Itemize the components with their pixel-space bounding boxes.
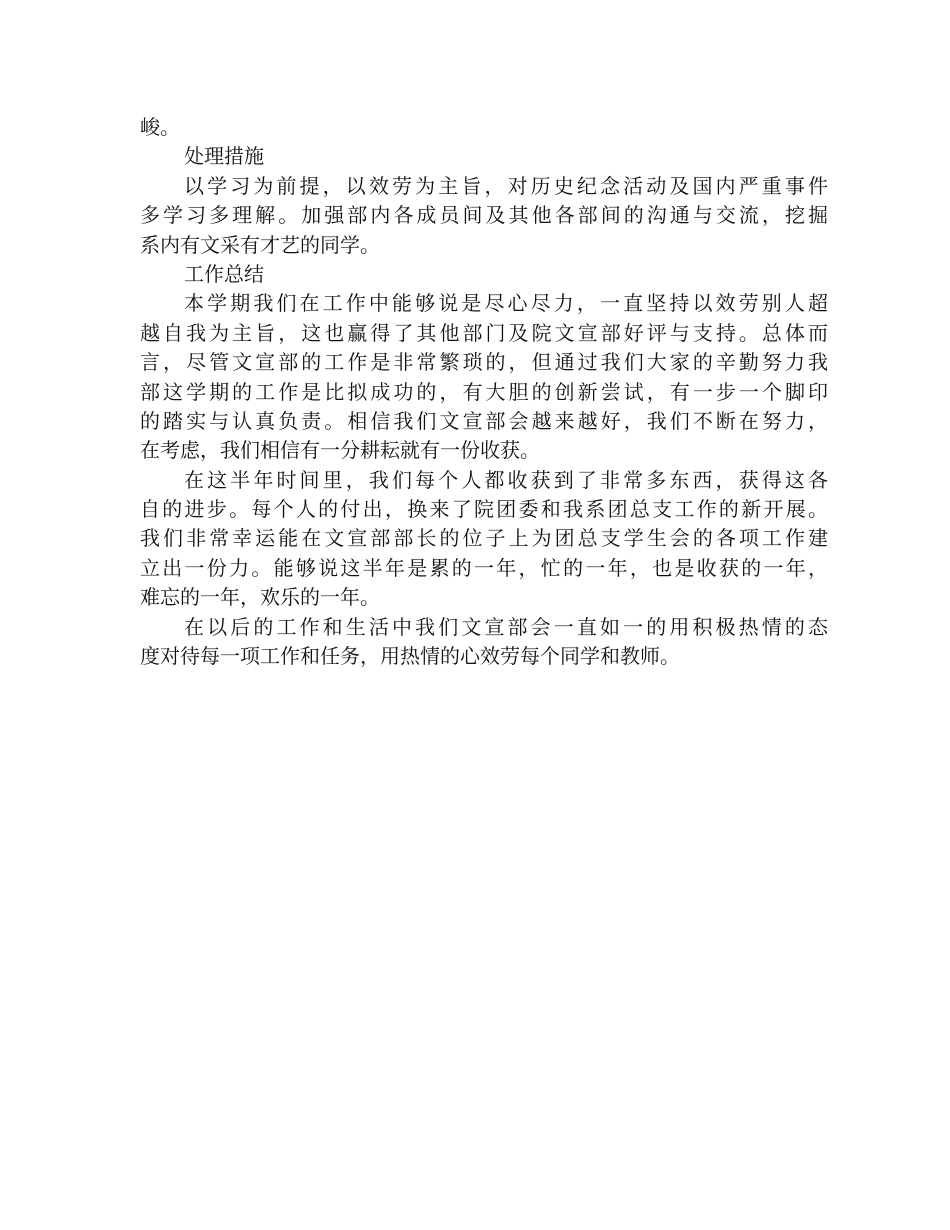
paragraph-line: 立出一份力。能够说这半年是累的一年，忙的一年，也是收获的一年， <box>140 555 828 580</box>
paragraph-line: 在考虑，我们相信有一分耕耘就有一份收获。 <box>140 438 540 463</box>
paragraph-line: 难忘的一年，欢乐的一年。 <box>140 585 380 610</box>
section-heading-measures: 处理措施 <box>184 144 264 169</box>
paragraph-line: 多学习多理解。加强部内各成员间及其他各部间的沟通与交流，挖掘 <box>140 203 828 228</box>
text-line-continuation: 峻。 <box>140 115 180 139</box>
paragraph-line: 在以后的工作和生活中我们文宣部会一直如一的用积极热情的态 <box>184 614 828 639</box>
paragraph-line: 以学习为前提，以效劳为主旨，对历史纪念活动及国内严重事件 <box>184 173 828 198</box>
document-body <box>140 113 828 671</box>
paragraph-line: 我们非常幸运能在文宣部部长的位子上为团总支学生会的各项工作建 <box>140 526 828 551</box>
paragraph-line: 系内有文采有才艺的同学。 <box>140 232 380 257</box>
paragraph-line: 部这学期的工作是比拟成功的，有大胆的创新尝试，有一步一个脚印 <box>140 379 828 404</box>
paragraph-line: 本学期我们在工作中能够说是尽心尽力，一直坚持以效劳别人超 <box>184 291 828 316</box>
paragraph-line: 越自我为主旨，这也赢得了其他部门及院文宣部好评与支持。总体而 <box>140 320 828 345</box>
paragraph-line: 在这半年时间里，我们每个人都收获到了非常多东西，获得这各 <box>184 467 828 492</box>
paragraph-line: 自的进步。每个人的付出，换来了院团委和我系团总支工作的新开展。 <box>140 497 828 522</box>
paragraph-line: 言，尽管文宣部的工作是非常繁琐的，但通过我们大家的辛勤努力我 <box>140 350 828 375</box>
paragraph-line: 的踏实与认真负责。相信我们文宣部会越来越好，我们不断在努力， <box>140 408 828 433</box>
paragraph-line: 度对待每一项工作和任务，用热情的心效劳每个同学和教师。 <box>140 644 680 669</box>
section-heading-summary: 工作总结 <box>184 261 264 286</box>
